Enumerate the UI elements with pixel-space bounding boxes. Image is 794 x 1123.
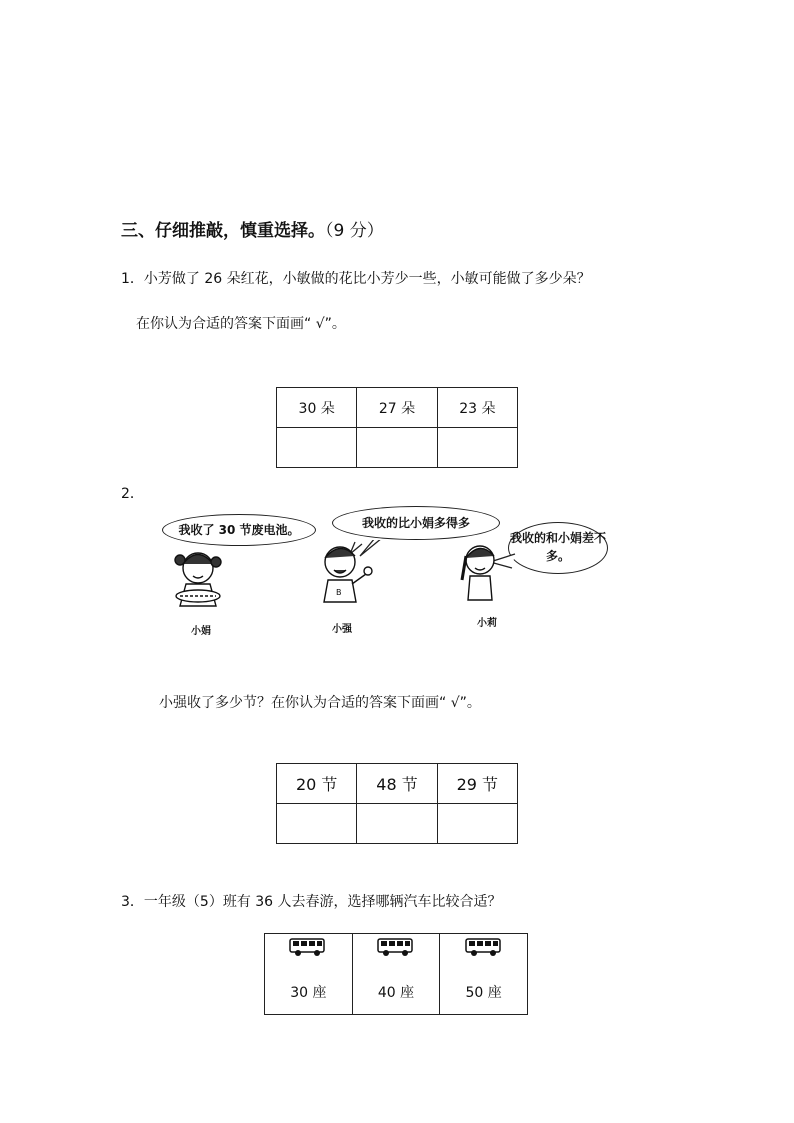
question-1	[121, 268, 591, 288]
section-title-text: 三、仔细推敲，慎重选择。	[121, 221, 325, 241]
question-3-bus-table	[264, 933, 528, 1015]
question-2-answer-table	[276, 763, 518, 844]
q1-answer-cell-c[interactable]	[437, 428, 517, 468]
q2-answer-cell-c[interactable]	[437, 804, 517, 844]
question-3-number: 3．	[121, 894, 144, 910]
name-xiaoqiang: 小强	[332, 624, 352, 635]
name-xiaoli: 小莉	[477, 618, 497, 629]
children-illustration	[150, 540, 620, 640]
girl-xiaojuan-figure	[175, 553, 221, 606]
section-score: （9 分）	[325, 221, 384, 241]
section-title	[121, 216, 384, 241]
question-3	[121, 891, 502, 911]
q2-option-c: 29 节	[437, 764, 517, 804]
speech-xiaoli-text: 我收的和小娟差不多。	[509, 531, 606, 563]
question-1-answer-table	[276, 387, 518, 468]
bus-option-50[interactable]	[440, 934, 528, 1015]
question-3-text: 一年级（5）班有 36 人去春游，选择哪辆汽车比较合适？	[143, 894, 502, 910]
bubble-tail-xiaoqiang	[360, 540, 382, 556]
boy-xiaoqiang-figure	[324, 547, 372, 602]
question-1-instruction: 在你认为合适的答案下面画“ √”。	[136, 316, 346, 332]
q1-option-a: 30 朵	[277, 388, 357, 428]
bus-option-50-label: 50 座	[465, 985, 502, 1001]
question-1-number: 1．	[121, 271, 144, 287]
bus-icon	[464, 936, 504, 958]
girl-xiaoli-figure	[462, 546, 494, 600]
q2-option-a: 20 节	[277, 764, 357, 804]
bus-option-30-label: 30 座	[290, 985, 327, 1001]
question-2-text: 小强收了多少节？在你认为合适的答案下面画“ √”。	[159, 695, 481, 711]
svg-text:B: B	[336, 588, 342, 597]
speech-bubble-xiaoqiang	[332, 506, 500, 540]
q2-option-b: 48 节	[357, 764, 437, 804]
name-xiaojuan: 小娟	[191, 626, 211, 637]
q1-answer-cell-b[interactable]	[357, 428, 437, 468]
q1-option-c: 23 朵	[437, 388, 517, 428]
q2-answer-cell-b[interactable]	[357, 804, 437, 844]
bus-option-40-label: 40 座	[377, 985, 415, 1001]
question-1-text: 小芳做了 26 朵红花，小敏做的花比小芳少一些，小敏可能做了多少朵？	[143, 271, 591, 287]
q2-answer-cell-a[interactable]	[277, 804, 357, 844]
speech-xiaojuan-text: 我收了 30 节废电池。	[178, 523, 300, 537]
q1-option-b: 27 朵	[357, 388, 437, 428]
bus-icon	[376, 936, 416, 958]
q1-answer-cell-a[interactable]	[277, 428, 357, 468]
bus-icon	[288, 936, 328, 958]
speech-xiaoqiang-text: 我收的比小娟多得多	[361, 516, 470, 530]
bus-option-40[interactable]	[352, 934, 440, 1015]
question-2-number: 2．	[121, 486, 144, 502]
bus-option-30[interactable]	[265, 934, 353, 1015]
